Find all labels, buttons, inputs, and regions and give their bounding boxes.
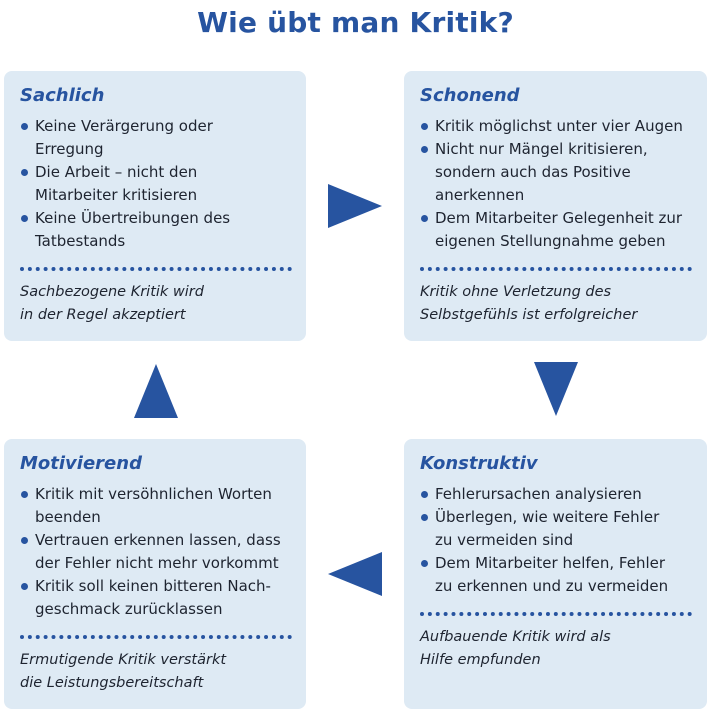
card-summary — [420, 281, 691, 327]
triangle-down-icon — [534, 362, 578, 416]
card-motivierend — [4, 439, 306, 709]
item-line: Kritik soll keinen bitteren Nach- — [35, 577, 271, 595]
bullet-icon — [21, 123, 28, 130]
item-line: Erregung — [35, 140, 104, 158]
item-line: eigenen Stellungnahme geben — [435, 232, 666, 250]
bullet-icon — [21, 215, 28, 222]
page-title: Wie übt man Kritik? — [197, 6, 514, 39]
bullet-list — [420, 115, 691, 253]
dotted-divider — [420, 612, 692, 616]
list-item — [20, 161, 290, 207]
summary-line: Ermutigende Kritik verstärkt — [20, 652, 227, 668]
list-item — [420, 207, 691, 253]
list-item — [420, 483, 691, 506]
bullet-list — [20, 115, 290, 253]
dotted-divider — [20, 635, 292, 639]
bullet-icon — [21, 169, 28, 176]
summary-line: die Leistungsbereitschaft — [20, 675, 204, 691]
item-line: Dem Mitarbeiter helfen, Fehler — [435, 554, 666, 572]
card-summary — [20, 281, 290, 327]
summary-line: Kritik ohne Verletzung des — [420, 284, 612, 300]
list-item — [20, 115, 290, 161]
triangle-left-icon — [328, 552, 382, 596]
bullet-icon — [21, 537, 28, 544]
item-line: Kritik mit versöhnlichen Worten — [35, 485, 272, 503]
card-heading: Konstruktiv — [420, 453, 538, 474]
item-line: sondern auch das Positive — [435, 163, 631, 181]
bullet-icon — [421, 514, 428, 521]
list-item — [420, 506, 691, 552]
card-konstruktiv — [404, 439, 707, 709]
summary-line: Aufbauende Kritik wird als — [420, 629, 611, 645]
summary-line: in der Regel akzeptiert — [20, 307, 186, 323]
bullet-icon — [421, 560, 428, 567]
list-item — [420, 115, 691, 138]
summary-line: Selbstgefühls ist erfolgreicher — [420, 307, 638, 323]
item-line: geschmack zurücklassen — [35, 600, 223, 618]
card-sachlich — [4, 71, 306, 341]
item-line: Vertrauen erkennen lassen, dass — [35, 531, 281, 549]
bullet-icon — [21, 583, 28, 590]
item-line: Die Arbeit – nicht den — [35, 163, 198, 181]
item-line: Nicht nur Mängel kritisieren, — [435, 140, 648, 158]
card-summary — [420, 626, 691, 672]
bullet-icon — [421, 146, 428, 153]
item-line: Mitarbeiter kritisieren — [35, 186, 198, 204]
card-summary — [20, 649, 290, 695]
item-line: zu vermeiden sind — [435, 531, 574, 549]
card-heading: Schonend — [420, 85, 520, 106]
card-heading: Sachlich — [20, 85, 105, 106]
bullet-list — [20, 483, 290, 621]
card-schonend — [404, 71, 707, 341]
list-item — [20, 207, 290, 253]
bullet-icon — [21, 491, 28, 498]
summary-line: Hilfe empfunden — [420, 652, 541, 668]
bullet-icon — [421, 215, 428, 222]
item-line: Kritik möglichst unter vier Augen — [435, 117, 683, 135]
bullet-icon — [421, 123, 428, 130]
triangle-up-icon — [134, 364, 178, 418]
item-line: Überlegen, wie weitere Fehler — [435, 508, 660, 526]
bullet-icon — [421, 491, 428, 498]
item-line: Keine Übertreibungen des — [35, 209, 231, 227]
item-line: Dem Mitarbeiter Gelegenheit zur — [435, 209, 683, 227]
card-heading: Motivierend — [20, 453, 142, 474]
list-item — [420, 138, 691, 207]
item-line: beenden — [35, 508, 101, 526]
dotted-divider — [20, 267, 292, 271]
list-item — [20, 483, 290, 529]
item-line: zu erkennen und zu vermeiden — [435, 577, 669, 595]
item-line: Fehlerursachen analysieren — [435, 485, 642, 503]
item-line: anerkennen — [435, 186, 525, 204]
dotted-divider — [420, 267, 692, 271]
list-item — [20, 529, 290, 575]
summary-line: Sachbezogene Kritik wird — [20, 284, 204, 300]
item-line: Tatbestands — [35, 232, 126, 250]
item-line: der Fehler nicht mehr vorkommt — [35, 554, 279, 572]
item-line: Keine Verärgerung oder — [35, 117, 213, 135]
triangle-right-icon — [328, 184, 382, 228]
list-item — [20, 575, 290, 621]
list-item — [420, 552, 691, 598]
bullet-list — [420, 483, 691, 598]
